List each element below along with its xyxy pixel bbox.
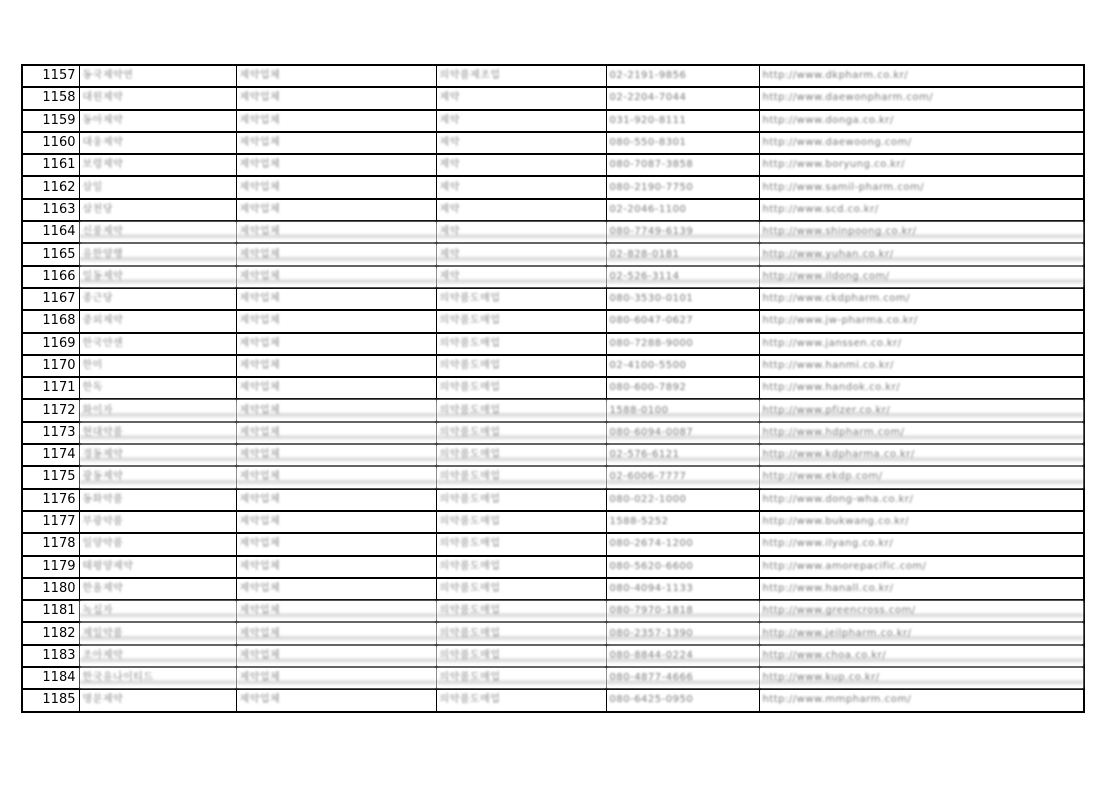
- subcategory-cell: 의약품제조업: [436, 65, 606, 87]
- category-cell: 제약업체: [236, 556, 436, 578]
- phone-cell: 02-2204-7044: [606, 87, 759, 109]
- row-number-cell: 1166: [22, 266, 79, 288]
- row-number-cell: 1168: [22, 310, 79, 332]
- table-row: [22, 511, 1084, 533]
- category-cell: 제약업체: [236, 65, 436, 87]
- url-cell: http://www.ildong.com/: [759, 266, 1084, 288]
- subcategory-cell: 제약: [436, 132, 606, 154]
- table-row: [22, 533, 1084, 555]
- table-row: [22, 310, 1084, 332]
- row-number-cell: 1163: [22, 199, 79, 221]
- subcategory-cell: 제약: [436, 176, 606, 198]
- row-number-cell: 1160: [22, 132, 79, 154]
- row-number-cell: 1169: [22, 333, 79, 355]
- phone-cell: 080-7749-6139: [606, 221, 759, 243]
- subcategory-cell: 제약: [436, 243, 606, 265]
- row-number-cell: 1180: [22, 578, 79, 600]
- table-row: [22, 221, 1084, 243]
- phone-cell: 02-2191-9856: [606, 65, 759, 87]
- company-name-cell: 경동제약: [79, 444, 236, 466]
- company-name-cell: 일동제약: [79, 266, 236, 288]
- row-number-cell: 1173: [22, 422, 79, 444]
- company-name-cell: 현대약품: [79, 422, 236, 444]
- phone-cell: 02-828-0181: [606, 243, 759, 265]
- phone-cell: 080-4877-4666: [606, 667, 759, 689]
- url-cell: http://www.greencross.com/: [759, 600, 1084, 622]
- phone-cell: 02-576-6121: [606, 444, 759, 466]
- subcategory-cell: 의약품도매업: [436, 667, 606, 689]
- row-number-cell: 1158: [22, 87, 79, 109]
- data-table: [21, 64, 1085, 713]
- table-row: [22, 399, 1084, 421]
- company-name-cell: 일양약품: [79, 533, 236, 555]
- category-cell: 제약업체: [236, 377, 436, 399]
- phone-cell: 080-2357-1390: [606, 622, 759, 644]
- subcategory-cell: 제약: [436, 87, 606, 109]
- table-row: [22, 667, 1084, 689]
- phone-cell: 080-4094-1133: [606, 578, 759, 600]
- phone-cell: 080-5620-6600: [606, 556, 759, 578]
- table-row: [22, 65, 1084, 87]
- url-cell: http://www.pfizer.co.kr/: [759, 399, 1084, 421]
- row-number-cell: 1159: [22, 110, 79, 132]
- phone-cell: 080-2674-1200: [606, 533, 759, 555]
- row-number-cell: 1162: [22, 176, 79, 198]
- subcategory-cell: 제약: [436, 199, 606, 221]
- subcategory-cell: 제약: [436, 110, 606, 132]
- url-cell: http://www.hdpharm.com/: [759, 422, 1084, 444]
- category-cell: 제약업체: [236, 288, 436, 310]
- url-cell: http://www.ekdp.com/: [759, 466, 1084, 488]
- company-name-cell: 중외제약: [79, 310, 236, 332]
- table-row: [22, 243, 1084, 265]
- company-name-cell: 화이자: [79, 399, 236, 421]
- url-cell: http://www.dkpharm.co.kr/: [759, 65, 1084, 87]
- row-number-cell: 1165: [22, 243, 79, 265]
- category-cell: 제약업체: [236, 310, 436, 332]
- row-number-cell: 1171: [22, 377, 79, 399]
- table-row: [22, 355, 1084, 377]
- phone-cell: 080-7970-1818: [606, 600, 759, 622]
- subcategory-cell: 의약품도매업: [436, 466, 606, 488]
- category-cell: 제약업체: [236, 333, 436, 355]
- company-name-cell: 부광약품: [79, 511, 236, 533]
- phone-cell: 080-6094-0087: [606, 422, 759, 444]
- category-cell: 제약업체: [236, 132, 436, 154]
- table-row: [22, 333, 1084, 355]
- url-cell: http://www.kup.co.kr/: [759, 667, 1084, 689]
- company-name-cell: 한독: [79, 377, 236, 399]
- subcategory-cell: 의약품도매업: [436, 645, 606, 667]
- row-number-cell: 1164: [22, 221, 79, 243]
- table-row: [22, 87, 1084, 109]
- subcategory-cell: 의약품도매업: [436, 578, 606, 600]
- subcategory-cell: 의약품도매업: [436, 489, 606, 511]
- url-cell: http://www.bukwang.co.kr/: [759, 511, 1084, 533]
- company-name-cell: 대원제약: [79, 87, 236, 109]
- category-cell: 제약업체: [236, 444, 436, 466]
- url-cell: http://www.yuhan.co.kr/: [759, 243, 1084, 265]
- category-cell: 제약업체: [236, 176, 436, 198]
- phone-cell: 02-2046-1100: [606, 199, 759, 221]
- category-cell: 제약업체: [236, 645, 436, 667]
- subcategory-cell: 의약품도매업: [436, 689, 606, 711]
- phone-cell: 080-022-1000: [606, 489, 759, 511]
- subcategory-cell: 의약품도매업: [436, 310, 606, 332]
- url-cell: http://www.samil-pharm.com/: [759, 176, 1084, 198]
- category-cell: 제약업체: [236, 110, 436, 132]
- phone-cell: 080-2190-7750: [606, 176, 759, 198]
- category-cell: 제약업체: [236, 667, 436, 689]
- company-name-cell: 대웅제약: [79, 132, 236, 154]
- category-cell: 제약업체: [236, 266, 436, 288]
- url-cell: http://www.daewonpharm.com/: [759, 87, 1084, 109]
- table-row: [22, 199, 1084, 221]
- table-row: [22, 466, 1084, 488]
- company-name-cell: 종근당: [79, 288, 236, 310]
- table-row: [22, 578, 1084, 600]
- phone-cell: 02-4100-5500: [606, 355, 759, 377]
- table-row: [22, 444, 1084, 466]
- subcategory-cell: 의약품도매업: [436, 333, 606, 355]
- category-cell: 제약업체: [236, 154, 436, 176]
- phone-cell: 031-920-8111: [606, 110, 759, 132]
- url-cell: http://www.scd.co.kr/: [759, 199, 1084, 221]
- company-name-cell: 한미: [79, 355, 236, 377]
- category-cell: 제약업체: [236, 489, 436, 511]
- table-row: [22, 600, 1084, 622]
- company-name-cell: 유한양행: [79, 243, 236, 265]
- phone-cell: 080-7087-3858: [606, 154, 759, 176]
- table-row: [22, 110, 1084, 132]
- phone-cell: 080-600-7892: [606, 377, 759, 399]
- url-cell: http://www.jw-pharma.co.kr/: [759, 310, 1084, 332]
- url-cell: http://www.ilyang.co.kr/: [759, 533, 1084, 555]
- company-name-cell: 광동제약: [79, 466, 236, 488]
- phone-cell: 080-3530-0101: [606, 288, 759, 310]
- url-cell: http://www.choa.co.kr/: [759, 645, 1084, 667]
- company-name-cell: 태평양제약: [79, 556, 236, 578]
- url-cell: http://www.daewoong.com/: [759, 132, 1084, 154]
- company-name-cell: 삼일: [79, 176, 236, 198]
- table-row: [22, 176, 1084, 198]
- table-row: [22, 132, 1084, 154]
- row-number-cell: 1182: [22, 622, 79, 644]
- subcategory-cell: 의약품도매업: [436, 444, 606, 466]
- row-number-cell: 1177: [22, 511, 79, 533]
- company-name-cell: 동국제약연: [79, 65, 236, 87]
- subcategory-cell: 의약품도매업: [436, 377, 606, 399]
- subcategory-cell: 제약: [436, 266, 606, 288]
- url-cell: http://www.shinpoong.co.kr/: [759, 221, 1084, 243]
- url-cell: http://www.jeilpharm.co.kr/: [759, 622, 1084, 644]
- url-cell: http://www.mmpharm.com/: [759, 689, 1084, 711]
- company-name-cell: 제일약품: [79, 622, 236, 644]
- phone-cell: 080-7288-9000: [606, 333, 759, 355]
- subcategory-cell: 의약품도매업: [436, 511, 606, 533]
- url-cell: http://www.kdpharma.co.kr/: [759, 444, 1084, 466]
- company-name-cell: 한국얀센: [79, 333, 236, 355]
- row-number-cell: 1181: [22, 600, 79, 622]
- phone-cell: 080-6425-0950: [606, 689, 759, 711]
- row-number-cell: 1179: [22, 556, 79, 578]
- phone-cell: 080-6047-0627: [606, 310, 759, 332]
- phone-cell: 1588-5252: [606, 511, 759, 533]
- url-cell: http://www.hanall.co.kr/: [759, 578, 1084, 600]
- row-number-cell: 1170: [22, 355, 79, 377]
- subcategory-cell: 제약: [436, 221, 606, 243]
- table-row: [22, 154, 1084, 176]
- category-cell: 제약업체: [236, 466, 436, 488]
- company-name-cell: 한올제약: [79, 578, 236, 600]
- phone-cell: 02-526-3114: [606, 266, 759, 288]
- category-cell: 제약업체: [236, 622, 436, 644]
- category-cell: 제약업체: [236, 600, 436, 622]
- subcategory-cell: 의약품도매업: [436, 600, 606, 622]
- row-number-cell: 1157: [22, 65, 79, 87]
- subcategory-cell: 의약품도매업: [436, 399, 606, 421]
- company-name-cell: 동아제약: [79, 110, 236, 132]
- phone-cell: 1588-0100: [606, 399, 759, 421]
- row-number-cell: 1185: [22, 689, 79, 711]
- category-cell: 제약업체: [236, 243, 436, 265]
- table-row: [22, 622, 1084, 644]
- company-name-cell: 신풍제약: [79, 221, 236, 243]
- company-name-cell: 녹십자: [79, 600, 236, 622]
- row-number-cell: 1183: [22, 645, 79, 667]
- url-cell: http://www.amorepacific.com/: [759, 556, 1084, 578]
- company-name-cell: 삼천당: [79, 199, 236, 221]
- subcategory-cell: 의약품도매업: [436, 355, 606, 377]
- table-row: [22, 689, 1084, 711]
- subcategory-cell: 제약: [436, 154, 606, 176]
- table-row: [22, 377, 1084, 399]
- company-name-cell: 동화약품: [79, 489, 236, 511]
- category-cell: 제약업체: [236, 355, 436, 377]
- url-cell: http://www.ckdpharm.com/: [759, 288, 1084, 310]
- row-number-cell: 1175: [22, 466, 79, 488]
- row-number-cell: 1174: [22, 444, 79, 466]
- subcategory-cell: 의약품도매업: [436, 622, 606, 644]
- table-body: [22, 65, 1084, 712]
- company-name-cell: 명문제약: [79, 689, 236, 711]
- subcategory-cell: 의약품도매업: [436, 288, 606, 310]
- table-row: [22, 266, 1084, 288]
- subcategory-cell: 의약품도매업: [436, 422, 606, 444]
- table-row: [22, 422, 1084, 444]
- phone-cell: 080-550-8301: [606, 132, 759, 154]
- url-cell: http://www.handok.co.kr/: [759, 377, 1084, 399]
- category-cell: 제약업체: [236, 87, 436, 109]
- row-number-cell: 1176: [22, 489, 79, 511]
- row-number-cell: 1172: [22, 399, 79, 421]
- row-number-cell: 1167: [22, 288, 79, 310]
- company-name-cell: 조아제약: [79, 645, 236, 667]
- table-row: [22, 288, 1084, 310]
- category-cell: 제약업체: [236, 199, 436, 221]
- row-number-cell: 1161: [22, 154, 79, 176]
- url-cell: http://www.donga.co.kr/: [759, 110, 1084, 132]
- url-cell: http://www.dong-wha.co.kr/: [759, 489, 1084, 511]
- company-name-cell: 보령제약: [79, 154, 236, 176]
- table-row: [22, 489, 1084, 511]
- subcategory-cell: 의약품도매업: [436, 533, 606, 555]
- category-cell: 제약업체: [236, 422, 436, 444]
- category-cell: 제약업체: [236, 511, 436, 533]
- category-cell: 제약업체: [236, 399, 436, 421]
- url-cell: http://www.hanmi.co.kr/: [759, 355, 1084, 377]
- phone-cell: 080-8844-0224: [606, 645, 759, 667]
- row-number-cell: 1178: [22, 533, 79, 555]
- phone-cell: 02-6006-7777: [606, 466, 759, 488]
- url-cell: http://www.boryung.co.kr/: [759, 154, 1084, 176]
- url-cell: http://www.janssen.co.kr/: [759, 333, 1084, 355]
- table-row: [22, 556, 1084, 578]
- company-name-cell: 한국유나이티드: [79, 667, 236, 689]
- row-number-cell: 1184: [22, 667, 79, 689]
- category-cell: 제약업체: [236, 533, 436, 555]
- category-cell: 제약업체: [236, 689, 436, 711]
- table-row: [22, 645, 1084, 667]
- category-cell: 제약업체: [236, 578, 436, 600]
- category-cell: 제약업체: [236, 221, 436, 243]
- subcategory-cell: 의약품도매업: [436, 556, 606, 578]
